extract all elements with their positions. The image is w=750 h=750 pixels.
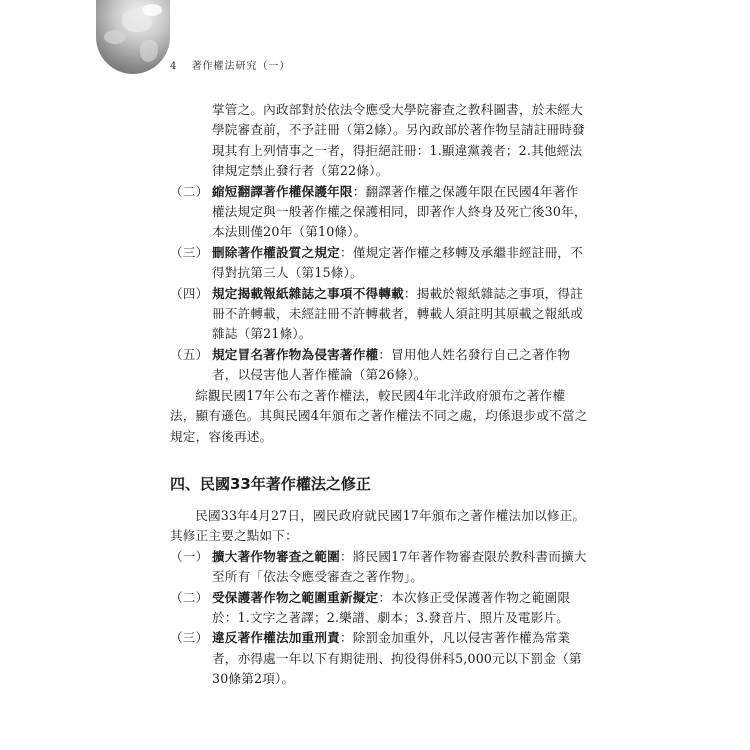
- item-heading: 違反著作權法加重刑責: [212, 630, 340, 646]
- intro-continuation: 掌管之。內政部對於依法令應受大學院審查之教科圖書，於未經大學院審查前，不予註冊（第2條）。另內政部於著作物呈請註冊時發現其有上列情事之一者，得拒絕註冊：1.顯違黨義者；2.其他經法律規定禁止發行者（第22條）。: [212, 102, 585, 179]
- item-text: ：冒用他人姓名發行自己之著作物者，以侵害他人著作權論（第26條）。: [212, 346, 571, 383]
- item-heading: 受保護著作物之範圍重新擬定: [212, 589, 379, 605]
- list-item: [170, 628, 588, 689]
- running-head: [170, 57, 291, 72]
- item-heading: 縮短翻譯著作權保護年限: [212, 183, 353, 199]
- item-heading: 規定冒名著作物為侵害著作權: [212, 346, 379, 362]
- item-number: （四）: [170, 285, 209, 301]
- item-number: （三）: [170, 630, 209, 646]
- item-number: （二）: [170, 589, 209, 605]
- list-item: [170, 243, 588, 284]
- section-intro: 民國33年4月27日，國民政府就民國17年頒布之著作權法加以修正。其修正主要之點如下：: [170, 507, 586, 544]
- section-title: 四、民國33年著作權法之修正: [170, 474, 371, 493]
- item-number: （二）: [170, 183, 209, 199]
- item-number: （五）: [170, 346, 209, 362]
- item-heading: 擴大著作物審查之範圍: [212, 548, 340, 564]
- list-item: [170, 547, 588, 588]
- item-text: ：除罰金加重外，凡以侵害著作權為常業者，亦得處一年以下有期徒刑、拘役得併科5,000元以下罰金（第30條第2項）。: [212, 630, 582, 687]
- globe-decoration: [96, 0, 170, 74]
- item-text: ：將民國17年著作物審查限於教科書而擴大至所有「依法令應受審查之著作物」。: [212, 548, 587, 585]
- list-item: [170, 345, 588, 386]
- page-number: 4: [170, 61, 178, 72]
- item-text: ：僅規定著作權之移轉及承繼非經註冊，不得對抗第三人（第15條）。: [212, 244, 584, 281]
- list-item: [170, 588, 588, 629]
- list-item: [170, 284, 588, 345]
- item-text: ：翻譯著作權之保護年限在民國4年著作權法規定與一般著作權之保護相同，即著作人終身及死亡後30年，本法則僅20年（第10條）。: [212, 183, 587, 240]
- list-item: [170, 182, 588, 243]
- item-heading: 刪除著作權設質之規定: [212, 244, 340, 260]
- book-title: 著作權法研究（一）: [191, 61, 291, 72]
- item-text: ：揭載於報紙雜誌之事項，得註冊不許轉載，未經註冊不許轉載者，轉載人須註明其原載之報紙或雜誌（第21條）。: [212, 285, 584, 342]
- page-body: [170, 100, 588, 690]
- item-heading: 規定揭載報紙雜誌之事項不得轉載: [212, 285, 404, 301]
- item-text: ：本次修正受保護著作物之範圍限於：1.文字之著譯；2.樂譜、劇本；3.發音片、照片及電影片。: [212, 589, 571, 625]
- item-number: （一）: [170, 548, 209, 564]
- summary-paragraph: 綜觀民國17年公布之著作權法，較民國4年北洋政府頒布之著作權法，顯有遜色。其與民國4年頒布之著作權法不同之處，均係退步或不當之規定，容後再述。: [170, 387, 588, 444]
- item-number: （三）: [170, 244, 209, 260]
